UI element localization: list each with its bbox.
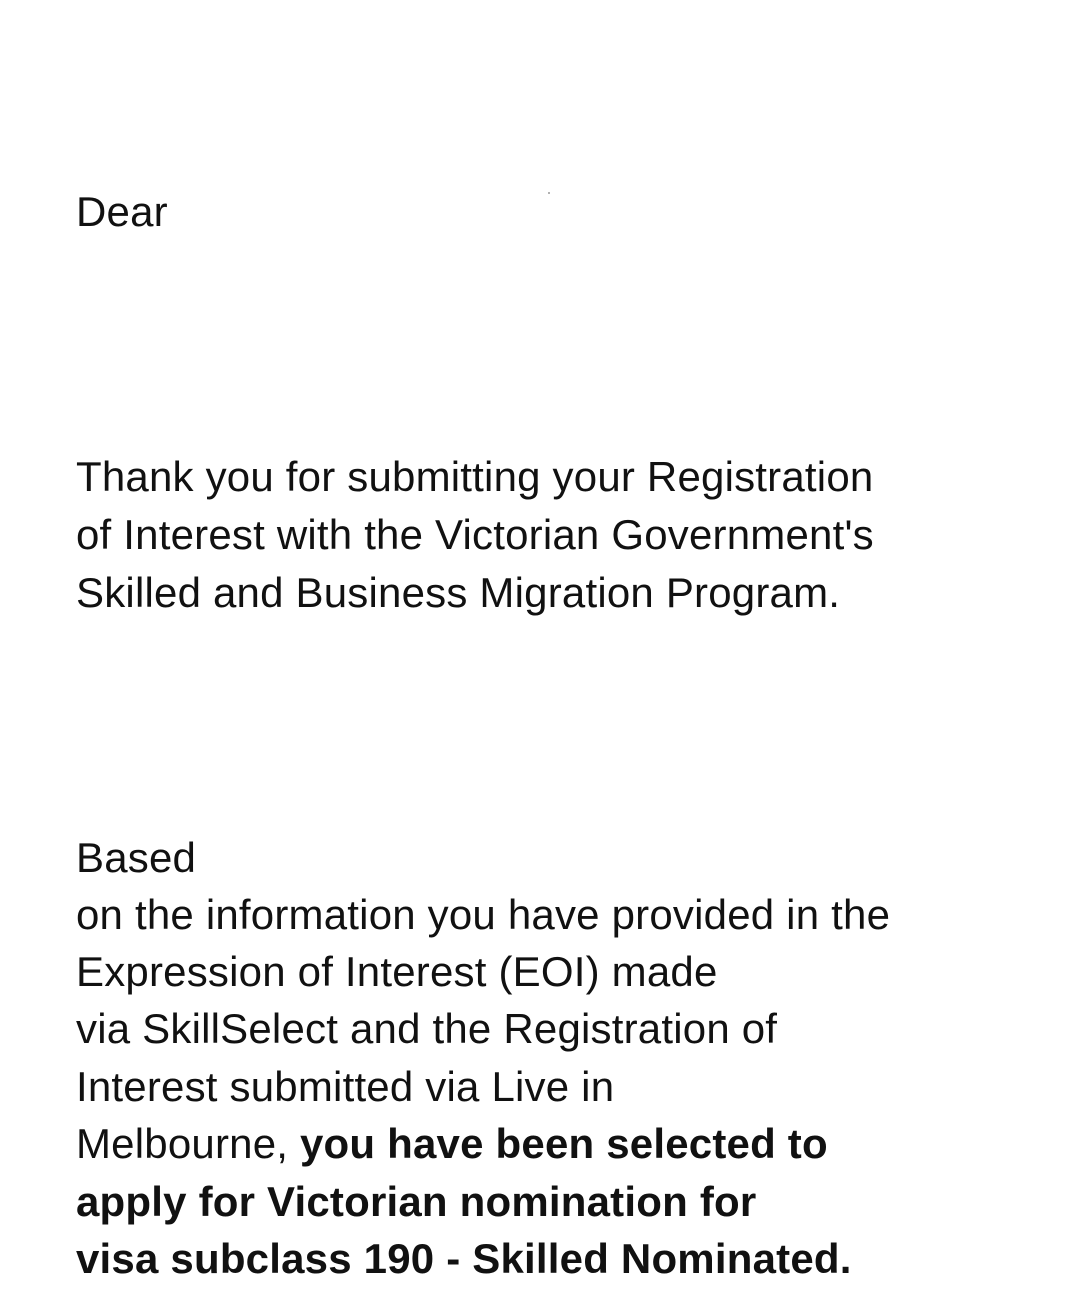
paragraph2-line4: via SkillSelect and the Registration of bbox=[76, 1005, 778, 1052]
paragraph2-line5: Interest submitted via Live in bbox=[76, 1063, 615, 1110]
paragraph2-line6-regular: Melbourne, bbox=[76, 1120, 300, 1167]
salutation: Dear bbox=[76, 188, 168, 235]
paragraph1-line1: Thank you for submitting your Registration bbox=[76, 453, 874, 500]
paragraph2-line1: Based bbox=[76, 834, 197, 881]
paragraph2-line3: Expression of Interest (EOI) made bbox=[76, 948, 718, 995]
stray-dot bbox=[548, 192, 550, 194]
paragraph2-line2: on the information you have provided in the bbox=[76, 891, 891, 938]
paragraph2-line6 bbox=[76, 1115, 828, 1172]
paragraph1-line3: Skilled and Business Migration Program. bbox=[76, 569, 841, 616]
paragraph2-line8: visa subclass 190 - Skilled Nominated. bbox=[76, 1235, 852, 1282]
selection-highlight-text: you have been selected to bbox=[300, 1120, 828, 1167]
paragraph1-line2: of Interest with the Victorian Government's bbox=[76, 511, 874, 558]
paragraph2-line7: apply for Victorian nomination for bbox=[76, 1178, 757, 1225]
